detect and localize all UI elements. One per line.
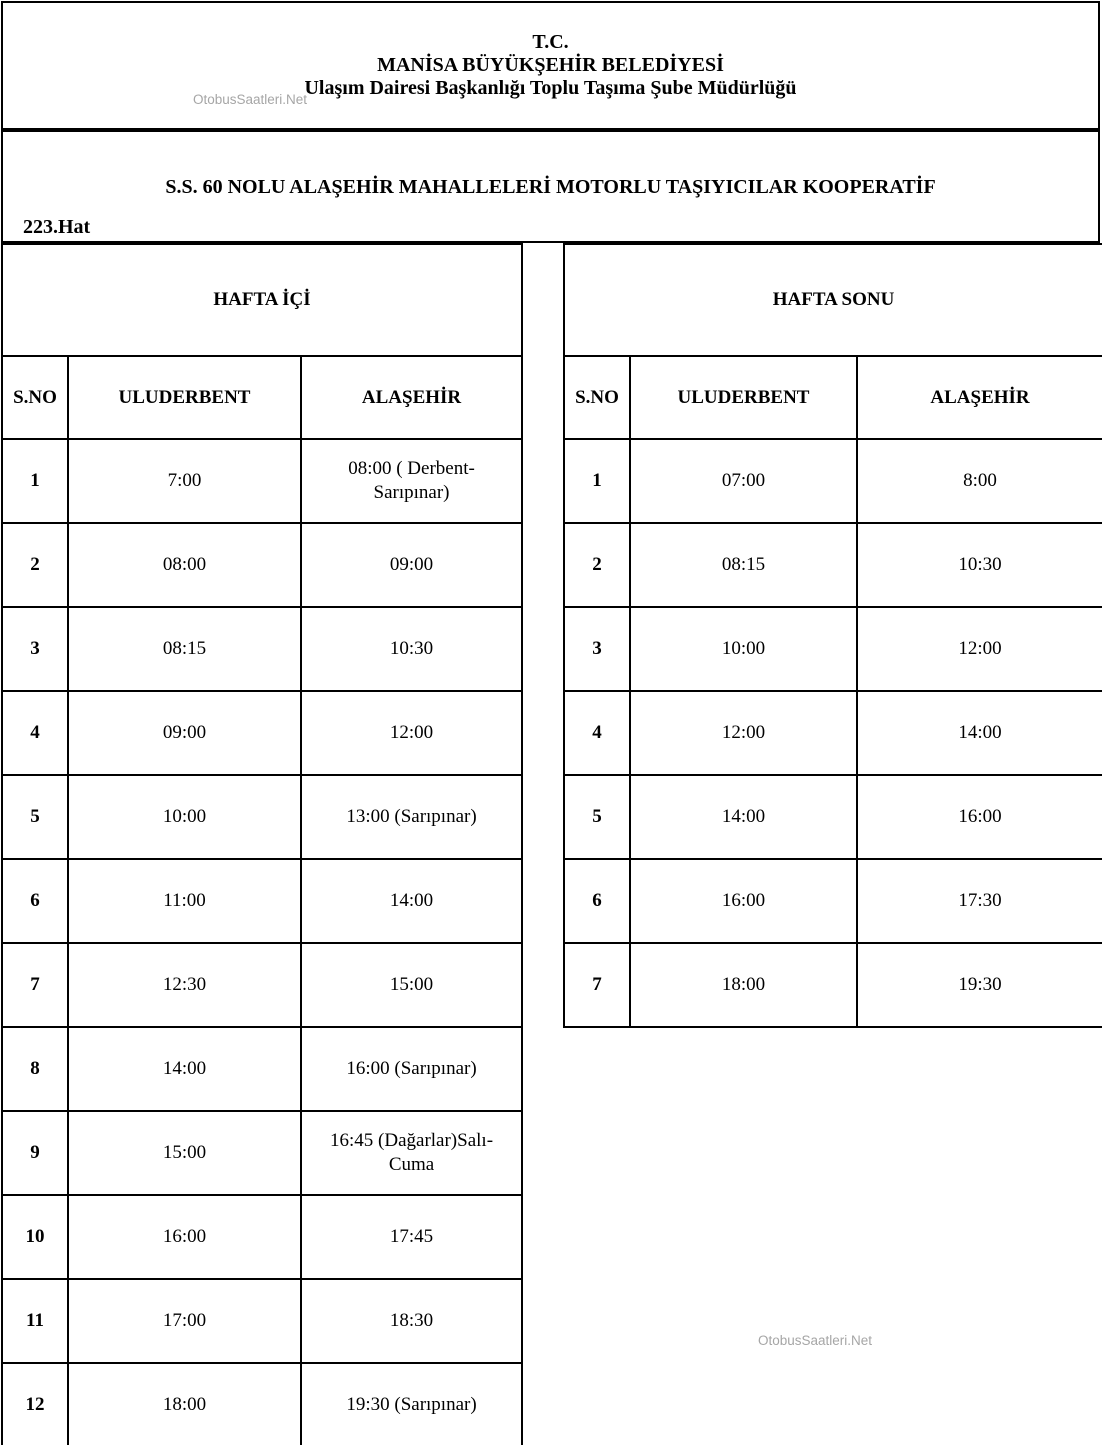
uluderbent-time-cell: 12:00 (630, 691, 857, 775)
alasehir-time-cell: 14:00 (857, 691, 1102, 775)
row-number-cell: 11 (2, 1279, 68, 1363)
schedule-row (2, 1195, 522, 1279)
row-number-cell: 12 (2, 1363, 68, 1445)
alasehir-time-cell: 12:00 (301, 691, 522, 775)
uluderbent-time-cell: 14:00 (68, 1027, 301, 1111)
alasehir-time-cell: 19:30 (857, 943, 1102, 1027)
alasehir-time-cell: 09:00 (301, 523, 522, 607)
column-header-uluderbent: ULUDERBENT (68, 356, 301, 439)
row-number-cell: 8 (2, 1027, 68, 1111)
table-title-row (2, 244, 522, 356)
header-box (1, 1, 1100, 130)
schedule-row (2, 1279, 522, 1363)
watermark-bottom: OtobusSaatleri.Net (758, 1333, 873, 1348)
alasehir-time-cell: 10:30 (301, 607, 522, 691)
uluderbent-time-cell: 08:00 (68, 523, 301, 607)
uluderbent-time-cell: 16:00 (630, 859, 857, 943)
uluderbent-time-cell: 10:00 (68, 775, 301, 859)
row-number-cell: 4 (564, 691, 630, 775)
alasehir-time-cell: 8:00 (857, 439, 1102, 523)
alasehir-time-cell: 17:45 (301, 1195, 522, 1279)
row-number-cell: 4 (2, 691, 68, 775)
row-number-cell: 1 (564, 439, 630, 523)
column-header-alasehir: ALAŞEHİR (301, 356, 522, 439)
column-header-sno: S.NO (564, 356, 630, 439)
row-number-cell: 7 (564, 943, 630, 1027)
column-header-alasehir: ALAŞEHİR (857, 356, 1102, 439)
schedule-row (2, 523, 522, 607)
alasehir-time-cell: 14:00 (301, 859, 522, 943)
uluderbent-time-cell: 07:00 (630, 439, 857, 523)
table-header-row (2, 356, 522, 439)
title-box (1, 130, 1100, 243)
row-number-cell: 6 (2, 859, 68, 943)
schedule-row (564, 523, 1102, 607)
uluderbent-time-cell: 11:00 (68, 859, 301, 943)
alasehir-time-cell: 15:00 (301, 943, 522, 1027)
table-title: HAFTA SONU (564, 244, 1102, 356)
schedule-row (564, 691, 1102, 775)
alasehir-time-cell: 16:45 (Dağarlar)Salı-Cuma (301, 1111, 522, 1195)
uluderbent-time-cell: 09:00 (68, 691, 301, 775)
uluderbent-time-cell: 14:00 (630, 775, 857, 859)
cooperative-title: S.S. 60 NOLU ALAŞEHİR MAHALLELERİ MOTORLU TAŞIYICILAR KOOPERATİF (165, 176, 936, 198)
alasehir-time-cell: 10:30 (857, 523, 1102, 607)
row-number-cell: 5 (2, 775, 68, 859)
schedule-row (564, 943, 1102, 1027)
uluderbent-time-cell: 17:00 (68, 1279, 301, 1363)
alasehir-time-cell: 08:00 ( Derbent-Sarıpınar) (301, 439, 522, 523)
schedule-row (2, 775, 522, 859)
header-line-department: Ulaşım Dairesi Başkanlığı Toplu Taşıma Şube Müdürlüğü (304, 77, 797, 99)
header-line-tc: T.C. (532, 31, 569, 53)
weekday-schedule-table (1, 243, 523, 1445)
table-title-row (564, 244, 1102, 356)
uluderbent-time-cell: 08:15 (630, 523, 857, 607)
schedule-row (564, 607, 1102, 691)
schedule-row (2, 691, 522, 775)
row-number-cell: 9 (2, 1111, 68, 1195)
alasehir-time-cell: 16:00 (Sarıpınar) (301, 1027, 522, 1111)
header-line-municipality: MANİSA BÜYÜKŞEHİR BELEDİYESİ (377, 54, 724, 76)
table-title: HAFTA İÇİ (2, 244, 522, 356)
alasehir-time-cell: 19:30 (Sarıpınar) (301, 1363, 522, 1445)
column-header-uluderbent: ULUDERBENT (630, 356, 857, 439)
uluderbent-time-cell: 10:00 (630, 607, 857, 691)
alasehir-time-cell: 13:00 (Sarıpınar) (301, 775, 522, 859)
weekend-schedule-table (563, 243, 1102, 1028)
row-number-cell: 7 (2, 943, 68, 1027)
alasehir-time-cell: 12:00 (857, 607, 1102, 691)
row-number-cell: 2 (564, 523, 630, 607)
row-number-cell: 5 (564, 775, 630, 859)
schedule-row (2, 1363, 522, 1445)
uluderbent-time-cell: 18:00 (68, 1363, 301, 1445)
alasehir-time-cell: 16:00 (857, 775, 1102, 859)
row-number-cell: 3 (564, 607, 630, 691)
schedule-row (564, 439, 1102, 523)
uluderbent-time-cell: 08:15 (68, 607, 301, 691)
schedule-row (2, 943, 522, 1027)
uluderbent-time-cell: 7:00 (68, 439, 301, 523)
uluderbent-time-cell: 18:00 (630, 943, 857, 1027)
schedule-row (564, 859, 1102, 943)
row-number-cell: 3 (2, 607, 68, 691)
schedule-row (564, 775, 1102, 859)
table-header-row (564, 356, 1102, 439)
row-number-cell: 10 (2, 1195, 68, 1279)
schedule-row (2, 1111, 522, 1195)
schedule-row (2, 1027, 522, 1111)
row-number-cell: 1 (2, 439, 68, 523)
column-header-sno: S.NO (2, 356, 68, 439)
row-number-cell: 2 (2, 523, 68, 607)
schedule-row (2, 439, 522, 523)
schedule-row (2, 607, 522, 691)
alasehir-time-cell: 17:30 (857, 859, 1102, 943)
uluderbent-time-cell: 15:00 (68, 1111, 301, 1195)
uluderbent-time-cell: 16:00 (68, 1195, 301, 1279)
uluderbent-time-cell: 12:30 (68, 943, 301, 1027)
schedule-row (2, 859, 522, 943)
alasehir-time-cell: 18:30 (301, 1279, 522, 1363)
row-number-cell: 6 (564, 859, 630, 943)
route-number: 223.Hat (23, 216, 91, 238)
watermark-top: OtobusSaatleri.Net (193, 92, 308, 107)
